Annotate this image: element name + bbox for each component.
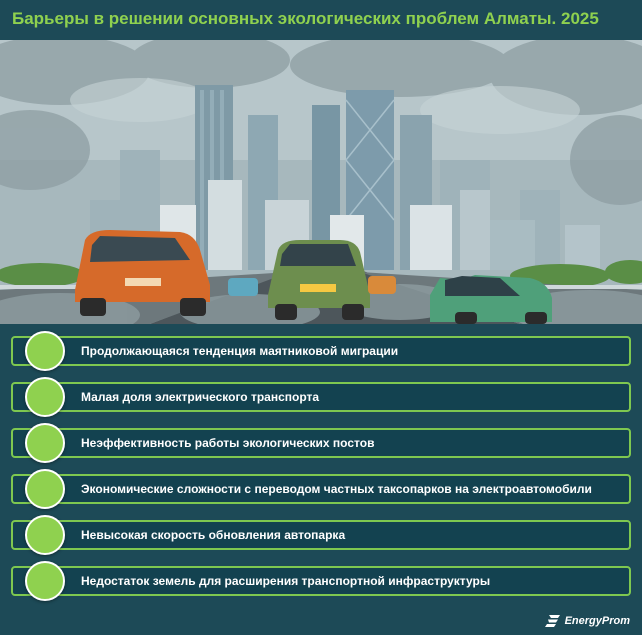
brand [545,613,630,629]
brand-name: EnergyProm [564,615,630,627]
list-item [11,520,631,550]
energyprom-logo-icon [545,614,561,628]
list-item [11,336,631,366]
green-circle-icon [25,561,65,601]
list-item [11,566,631,596]
list-item-label: Продолжающаяся тенденция маятниковой миграции [81,344,399,358]
list-item [11,428,631,458]
teal-car [430,275,552,324]
green-circle-icon [25,515,65,555]
list-item-label: Экономические сложности с переводом частных таксопарков на электроавтомобили [81,482,592,496]
list-item-label: Недостаток земель для расширения транспортной инфраструктуры [81,574,491,588]
green-car [268,240,370,320]
list-item-label: Неэффективность работы экологических постов [81,436,375,450]
title-bar [0,0,642,40]
green-circle-icon [25,469,65,509]
list-item-label: Невысокая скорость обновления автопарка [81,528,346,542]
green-circle-icon [25,423,65,463]
city-traffic-illustration [0,40,642,324]
list-item-label: Малая доля электрического транспорта [81,390,320,404]
list-item [11,382,631,412]
list-item [11,474,631,504]
page-title: Барьеры в решении основных экологических проблем Алматы. 2025 [12,9,599,28]
green-circle-icon [25,377,65,417]
green-circle-icon [25,331,65,371]
